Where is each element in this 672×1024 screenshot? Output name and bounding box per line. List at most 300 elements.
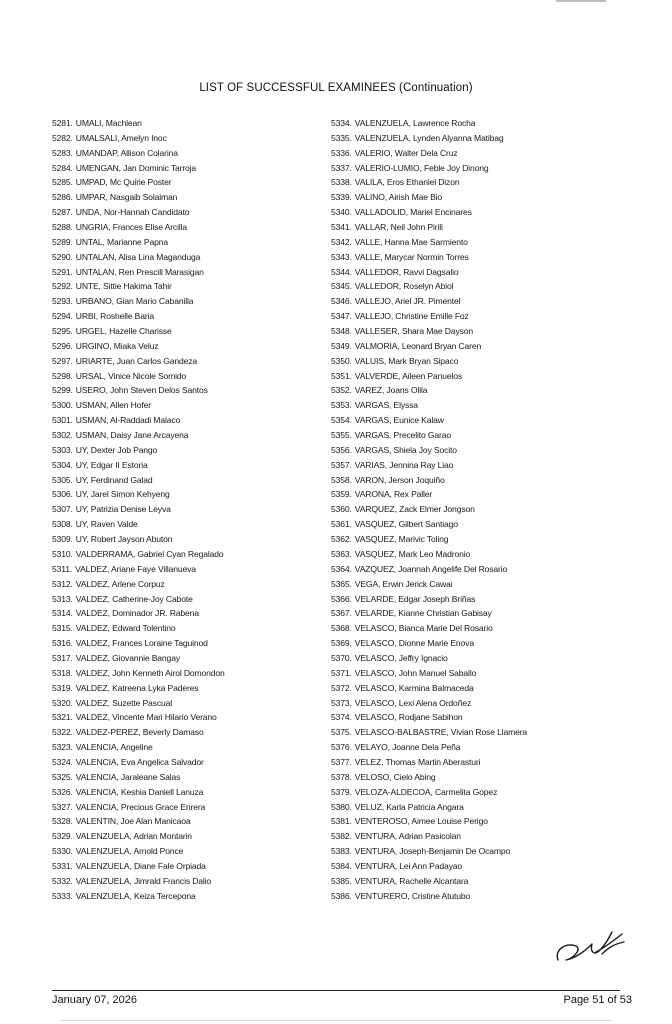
- examinee-name: VARGAS, Elyssa: [354, 400, 418, 411]
- examinee-number: 5374.: [331, 712, 352, 723]
- examinee-name: URBI, Roshelle Baria: [75, 311, 154, 322]
- list-item: [52, 636, 322, 651]
- examinee-name: UNTAL, Marianne Papna: [75, 236, 168, 247]
- list-item: [331, 800, 631, 815]
- examinee-name: UMALSALI, Amelyn Inoc: [75, 132, 167, 143]
- examinee-name: VALLEDOR, Roselyn Abiol: [354, 281, 454, 292]
- list-item: [331, 532, 631, 547]
- examinee-number: 5383.: [331, 846, 352, 857]
- examinee-number: 5368.: [331, 623, 352, 634]
- examinee-name: UNTALAN, Alisa Lina Maganduga: [75, 251, 201, 262]
- examinee-name: VASQUEZ, Marivic Toling: [354, 534, 449, 545]
- list-item: [331, 354, 631, 369]
- list-item: [331, 116, 631, 131]
- examinee-name: VALENZUELA, Diane Fale Orpiada: [75, 860, 206, 871]
- list-item: [52, 517, 322, 532]
- examinee-name: VALINO, Airish Mae Bio: [354, 192, 443, 203]
- examinee-name: VARQUEZ, Zack Elmer Jongson: [354, 504, 475, 515]
- examinee-number: 5283.: [52, 147, 73, 158]
- examinee-name: VENTURA, Rachelle Alcantara: [354, 875, 469, 886]
- examinee-name: VENTURERO, Cristine Atutubo: [354, 890, 471, 901]
- examinee-number: 5310.: [52, 548, 73, 559]
- examinee-name: VALENZUELA, Keiza Tercepona: [75, 890, 196, 901]
- list-item: [331, 175, 631, 190]
- examinee-name: VALDEZ, Frances Loraine Taguinod: [75, 638, 208, 649]
- list-item: [331, 279, 631, 294]
- examinee-name: VALENCIA, Jaraleane Salas: [75, 771, 181, 782]
- examinee-name: VALLESER, Shara Mae Dayson: [354, 326, 473, 337]
- examinee-number: 5339.: [331, 192, 352, 203]
- examinee-number: 5379.: [331, 786, 352, 797]
- list-item: [52, 354, 322, 369]
- list-item: [52, 369, 322, 384]
- examinee-name: VELOZA-ALDECOA, Carmelita Gopez: [354, 786, 498, 797]
- examinee-number: 5289.: [52, 236, 73, 247]
- list-item: [52, 592, 322, 607]
- list-item: [52, 829, 322, 844]
- list-item: [331, 666, 631, 681]
- list-item: [52, 859, 322, 874]
- list-item: [52, 785, 322, 800]
- examinee-name: VALDEZ, Arlene Corpuz: [75, 578, 165, 589]
- list-item: [52, 562, 322, 577]
- list-item: [52, 205, 322, 220]
- examinee-number: 5325.: [52, 771, 73, 782]
- examinee-number: 5329.: [52, 831, 73, 842]
- examinee-name: VALVERDE, Aileen Panuelos: [354, 370, 463, 381]
- list-item: [331, 190, 631, 205]
- list-item: [331, 651, 631, 666]
- examinee-number: 5304.: [52, 459, 73, 470]
- examinee-number: 5337.: [331, 162, 352, 173]
- examinee-name: VALLEDOR, Ravvi Dagsalio: [354, 266, 459, 277]
- list-item: [52, 190, 322, 205]
- examinee-number: 5353.: [331, 400, 352, 411]
- examinee-name: VALDEZ, Suzette Pascual: [75, 697, 172, 708]
- list-item: [52, 175, 322, 190]
- list-item: [331, 383, 631, 398]
- examinee-number: 5327.: [52, 801, 73, 812]
- list-item: [331, 577, 631, 592]
- examinee-number: 5354.: [331, 415, 352, 426]
- examinee-name: VALENZUELA, Adrian Montarin: [75, 831, 192, 842]
- examinee-number: 5361.: [331, 519, 352, 530]
- examinee-number: 5321.: [52, 712, 73, 723]
- list-item: [331, 770, 631, 785]
- examinee-number: 5307.: [52, 504, 73, 515]
- examinee-name: VALLAR, Neil John Pirili: [354, 222, 443, 233]
- list-item: [52, 398, 322, 413]
- examinee-number: 5287.: [52, 207, 73, 218]
- examinee-number: 5323.: [52, 742, 73, 753]
- examinee-name: VALDEZ, Katreena Lyka Paderes: [75, 682, 199, 693]
- examinee-number: 5318.: [52, 667, 73, 678]
- list-item: [331, 294, 631, 309]
- examinee-number: 5349.: [331, 340, 352, 351]
- list-item: [52, 755, 322, 770]
- list-item: [331, 487, 631, 502]
- examinee-name: UY, Robert Jayson Abuton: [75, 534, 173, 545]
- examinee-number: 5312.: [52, 578, 73, 589]
- examinee-name: VALDEZ, John Kenneth Airol Domondon: [75, 667, 225, 678]
- examinee-name: VELASCO, Rodjane Sabihon: [354, 712, 463, 723]
- list-item: [331, 606, 631, 621]
- examinee-name: VALDEZ, Edward Tolentino: [75, 623, 176, 634]
- list-item: [52, 294, 322, 309]
- examinee-name: UY, Jarel Simon Kehyeng: [75, 489, 170, 500]
- list-item: [52, 710, 322, 725]
- examinee-number: 5313.: [52, 593, 73, 604]
- examinee-number: 5350.: [331, 355, 352, 366]
- list-item: [52, 309, 322, 324]
- list-item: [331, 696, 631, 711]
- examinee-number: 5359.: [331, 489, 352, 500]
- examinee-number: 5347.: [331, 311, 352, 322]
- list-item: [331, 710, 631, 725]
- examinee-name: VALERIO-LUMIO, Feble Joy Dinong: [354, 162, 489, 173]
- examinee-name: VALENZUELA, Jimrald Francis Dalio: [75, 875, 212, 886]
- examinee-name: UMANDAP, Allison Colarina: [75, 147, 178, 158]
- list-item: [52, 651, 322, 666]
- examinee-name: UY, Raven Valde: [75, 519, 138, 530]
- examinee-number: 5301.: [52, 415, 73, 426]
- examinee-name: UY, Ferdinand Galad: [75, 474, 153, 485]
- examinee-number: 5300.: [52, 400, 73, 411]
- examinee-name: VARON, Jerson Joquiño: [354, 474, 445, 485]
- examinee-number: 5316.: [52, 638, 73, 649]
- list-item: [52, 235, 322, 250]
- examinee-number: 5351.: [331, 370, 352, 381]
- list-item: [331, 636, 631, 651]
- list-item: [52, 889, 322, 904]
- examinee-name: VENTURA, Joseph-Benjamin De Ocampo: [354, 846, 511, 857]
- examinee-name: VELASCO, Dionne Marie Enova: [354, 638, 474, 649]
- examinee-name: USMAN, Allen Hofer: [75, 400, 151, 411]
- examinee-name: UMALI, Machlean: [75, 118, 142, 128]
- list-item: [52, 487, 322, 502]
- examinee-number: 5314.: [52, 608, 73, 619]
- list-item: [52, 606, 322, 621]
- list-item: [331, 220, 631, 235]
- list-item: [331, 443, 631, 458]
- examinee-name: UMENGAN, Jan Dominic Tarroja: [75, 162, 197, 173]
- examinee-name: VALDEZ, Giovannie Bangay: [75, 652, 180, 663]
- examinee-name: VELASCO, John Manuel Saballo: [354, 667, 477, 678]
- examinee-number: 5297.: [52, 355, 73, 366]
- examinee-name: UMPAD, Mc Quirie Poster: [75, 177, 172, 188]
- list-item: [331, 592, 631, 607]
- examinee-name: VALMORIA, Leonard Bryan Caren: [354, 340, 482, 351]
- examinee-name: VALLEJO, Christine Emille Foz: [354, 311, 469, 322]
- examinee-number: 5373.: [331, 697, 352, 708]
- examinee-name: VALLE, Marycar Normin Torres: [354, 251, 469, 262]
- examinee-name: VALLADOLID, Mariel Encinares: [354, 207, 472, 218]
- examinee-number: 5288.: [52, 222, 73, 233]
- list-item: [331, 146, 631, 161]
- examinee-number: 5295.: [52, 326, 73, 337]
- examinee-name: VELASCO-BALBASTRE, Vivian Rose Llamera: [354, 727, 528, 738]
- examinee-number: 5299.: [52, 385, 73, 396]
- examinee-number: 5335.: [331, 132, 352, 143]
- examinee-list-right-column: [331, 116, 631, 904]
- examinee-number: 5333.: [52, 890, 73, 901]
- examinee-name: VELASCO, Karmina Balmaceda: [354, 682, 474, 693]
- examinee-name: VELARDE, Kianne Christian Gabisay: [354, 608, 492, 619]
- list-item: [52, 770, 322, 785]
- examinee-number: 5334.: [331, 118, 352, 128]
- examinee-number: 5338.: [331, 177, 352, 188]
- examinee-number: 5306.: [52, 489, 73, 500]
- examinee-number: 5324.: [52, 756, 73, 767]
- examinee-name: VASQUEZ, Mark Leo Madronio: [354, 548, 471, 559]
- examinee-number: 5362.: [331, 534, 352, 545]
- list-item: [52, 800, 322, 815]
- page-title: LIST OF SUCCESSFUL EXAMINEES (Continuation): [199, 82, 473, 94]
- examinee-name: VASQUEZ, Gilbert Santiago: [354, 519, 458, 530]
- examinee-number: 5331.: [52, 860, 73, 871]
- examinee-number: 5367.: [331, 608, 352, 619]
- examinee-number: 5282.: [52, 132, 73, 143]
- list-item: [52, 814, 322, 829]
- list-item: [52, 161, 322, 176]
- examinee-name: VARGAS, Shiela Joy Socito: [354, 444, 457, 455]
- list-item: [52, 681, 322, 696]
- examinee-number: 5386.: [331, 890, 352, 901]
- examinee-number: 5322.: [52, 727, 73, 738]
- list-item: [52, 577, 322, 592]
- examinee-number: 5344.: [331, 266, 352, 277]
- examinee-number: 5286.: [52, 192, 73, 203]
- examinee-number: 5365.: [331, 578, 352, 589]
- list-item: [52, 428, 322, 443]
- list-item: [52, 473, 322, 488]
- list-item: [52, 324, 322, 339]
- examinee-number: 5378.: [331, 771, 352, 782]
- examinee-name: VELASCO, Lexi Alena Ordoñez: [354, 697, 472, 708]
- examinee-number: 5348.: [331, 326, 352, 337]
- examinee-number: 5284.: [52, 162, 73, 173]
- list-item: [52, 696, 322, 711]
- list-item: [331, 725, 631, 740]
- examinee-name: VALLE, Hanna Mae Sarmiento: [354, 236, 468, 247]
- examinee-number: 5317.: [52, 652, 73, 663]
- examinee-name: VENTURA, Lei Ann Padayao: [354, 860, 462, 871]
- examinee-number: 5384.: [331, 860, 352, 871]
- examinee-number: 5375.: [331, 727, 352, 738]
- scan-edge-mark-bottom: [60, 1020, 612, 1021]
- examinee-name: URGINO, Miaka Veluz: [75, 340, 159, 351]
- examinee-name: UNDA, Nor-Hannah Candidato: [75, 207, 190, 218]
- examinee-name: VALDEZ-PEREZ, Beverly Damaso: [75, 727, 204, 738]
- examinee-number: 5357.: [331, 459, 352, 470]
- examinee-name: VARIAS, Jennina Ray Liao: [354, 459, 454, 470]
- examinee-number: 5363.: [331, 548, 352, 559]
- footer-date: January 07, 2026: [52, 994, 138, 1006]
- list-item: [52, 413, 322, 428]
- examinee-list-left-column: [52, 116, 322, 904]
- list-item: [331, 562, 631, 577]
- examinee-number: 5311.: [52, 563, 73, 574]
- examinee-name: VALENCIA, Precious Grace Enrera: [75, 801, 206, 812]
- examinee-name: URGEL, Hazelle Charisse: [75, 326, 172, 337]
- list-item: [331, 814, 631, 829]
- examinee-name: VELEZ, Thomas Martin Aberasturi: [354, 756, 481, 767]
- examinee-name: VELAYO, Joanne Dela Peña: [354, 742, 461, 753]
- examinee-name: UY, Edgar II Estoria: [75, 459, 148, 470]
- examinee-number: 5358.: [331, 474, 352, 485]
- list-item: [331, 205, 631, 220]
- examinee-number: 5302.: [52, 430, 73, 441]
- list-item: [331, 398, 631, 413]
- examinee-name: VALENCIA, Keshia Daniell Lanuza: [75, 786, 204, 797]
- examinee-name: URBANO, Gian Mario Cabanilla: [75, 296, 194, 307]
- examinee-name: URIARTE, Juan Carlos Gandeza: [75, 355, 198, 366]
- examinee-number: 5381.: [331, 816, 352, 827]
- examinee-name: UMPAR, Nasgaib Solaiman: [75, 192, 178, 203]
- list-item: [331, 131, 631, 146]
- examinee-number: 5320.: [52, 697, 73, 708]
- examinee-number: 5377.: [331, 756, 352, 767]
- examinee-name: UNTE, Sittie Hakima Tahir: [75, 281, 172, 292]
- examinee-name: VELASCO, Bianca Marie Del Rosario: [354, 623, 493, 634]
- list-item: [331, 621, 631, 636]
- examinee-number: 5355.: [331, 430, 352, 441]
- examinee-name: VELUZ, Karla Patricia Angara: [354, 801, 464, 812]
- list-item: [331, 324, 631, 339]
- examinee-number: 5372.: [331, 682, 352, 693]
- list-item: [52, 844, 322, 859]
- examinee-name: VELASCO, Jeffry Ignacio: [354, 652, 448, 663]
- examinee-name: VALDERRAMA, Gabriel Cyan Regalado: [75, 548, 224, 559]
- examinee-name: VALDEZ, Catherine-Joy Cabote: [75, 593, 193, 604]
- examinee-name: VALENZUELA, Lawrence Rocha: [354, 118, 476, 128]
- list-item: [52, 131, 322, 146]
- examinee-number: 5308.: [52, 519, 73, 530]
- list-item: [52, 874, 322, 889]
- list-item: [52, 339, 322, 354]
- list-item: [331, 502, 631, 517]
- list-item: [331, 369, 631, 384]
- examinee-name: VAZQUEZ, Joannah Angelife Del Rosario: [354, 563, 508, 574]
- examinee-number: 5369.: [331, 638, 352, 649]
- examinee-name: VELOSO, Cielo Abing: [354, 771, 436, 782]
- examinee-number: 5366.: [331, 593, 352, 604]
- list-item: [331, 547, 631, 562]
- list-item: [331, 309, 631, 324]
- list-item: [331, 517, 631, 532]
- examinee-name: VALERIO, Walter Dela Cruz: [354, 147, 458, 158]
- list-item: [52, 116, 322, 131]
- list-item: [331, 844, 631, 859]
- list-item: [331, 428, 631, 443]
- examinee-number: 5385.: [331, 875, 352, 886]
- examinee-name: UNGRIA, Frances Elise Arcilla: [75, 222, 187, 233]
- list-item: [52, 220, 322, 235]
- list-item: [52, 265, 322, 280]
- list-item: [52, 621, 322, 636]
- list-item: [331, 859, 631, 874]
- examinee-number: 5343.: [331, 251, 352, 262]
- list-item: [331, 250, 631, 265]
- examinee-name: VALDEZ, Dominador JR. Rabena: [75, 608, 199, 619]
- examinee-number: 5293.: [52, 296, 73, 307]
- list-item: [331, 681, 631, 696]
- scan-edge-mark: [556, 0, 606, 2]
- list-item: [331, 235, 631, 250]
- examinee-name: UY, Dexter Job Pango: [75, 444, 158, 455]
- examinee-number: 5360.: [331, 504, 352, 515]
- examinee-name: VALENZUELA, Lynden Alyanna Matibag: [354, 132, 504, 143]
- list-item: [52, 279, 322, 294]
- list-item: [52, 146, 322, 161]
- examinee-number: 5356.: [331, 444, 352, 455]
- examinee-number: 5294.: [52, 311, 73, 322]
- examinee-number: 5370.: [331, 652, 352, 663]
- examinee-number: 5305.: [52, 474, 73, 485]
- signature-icon: [552, 920, 628, 968]
- examinee-name: VALENCIA, Angeline: [75, 742, 153, 753]
- examinee-number: 5376.: [331, 742, 352, 753]
- examinee-name: VENTEROSO, Aimee Louise Perigo: [354, 816, 488, 827]
- examinee-number: 5336.: [331, 147, 352, 158]
- list-item: [52, 532, 322, 547]
- list-item: [331, 413, 631, 428]
- footer-page-number: Page 51 of 53: [563, 994, 632, 1006]
- list-item: [331, 265, 631, 280]
- examinee-number: 5371.: [331, 667, 352, 678]
- list-item: [331, 473, 631, 488]
- list-item: [52, 547, 322, 562]
- list-item: [52, 666, 322, 681]
- examinee-number: 5346.: [331, 296, 352, 307]
- footer-divider: [52, 990, 620, 991]
- examinee-name: VELARDE, Edgar Joseph Briñas: [354, 593, 476, 604]
- examinee-number: 5380.: [331, 801, 352, 812]
- examinee-name: VALILA, Eros Ethaniel Dizon: [354, 177, 460, 188]
- examinee-number: 5319.: [52, 682, 73, 693]
- examinee-number: 5340.: [331, 207, 352, 218]
- examinee-number: 5342.: [331, 236, 352, 247]
- examinee-name: VARONA, Rex Paller: [354, 489, 433, 500]
- examinee-number: 5303.: [52, 444, 73, 455]
- examinee-number: 5341.: [331, 222, 352, 233]
- examinee-number: 5345.: [331, 281, 352, 292]
- examinee-name: UY, Patrizia Denise Leyva: [75, 504, 171, 515]
- list-item: [52, 443, 322, 458]
- list-item: [331, 785, 631, 800]
- examinee-number: 5364.: [331, 563, 352, 574]
- list-item: [52, 458, 322, 473]
- examinee-number: 5352.: [331, 385, 352, 396]
- examinee-number: 5309.: [52, 534, 73, 545]
- examinee-number: 5298.: [52, 370, 73, 381]
- examinee-name: VEGA, Erwin Jerick Cawai: [354, 578, 453, 589]
- list-item: [52, 383, 322, 398]
- examinee-number: 5291.: [52, 266, 73, 277]
- examinee-name: VARGAS, Eunice Kalaw: [354, 415, 444, 426]
- list-item: [331, 458, 631, 473]
- list-item: [331, 889, 631, 904]
- examinee-number: 5285.: [52, 177, 73, 188]
- examinee-number: 5290.: [52, 251, 73, 262]
- examinee-name: VAREZ, Joans Olila: [354, 385, 428, 396]
- examinee-name: USERO, John Steven Delos Santos: [75, 385, 208, 396]
- examinee-number: 5326.: [52, 786, 73, 797]
- list-item: [331, 829, 631, 844]
- examinee-number: 5332.: [52, 875, 73, 886]
- examinee-name: VALENZUELA, Arnold Ponce: [75, 846, 184, 857]
- list-item: [52, 740, 322, 755]
